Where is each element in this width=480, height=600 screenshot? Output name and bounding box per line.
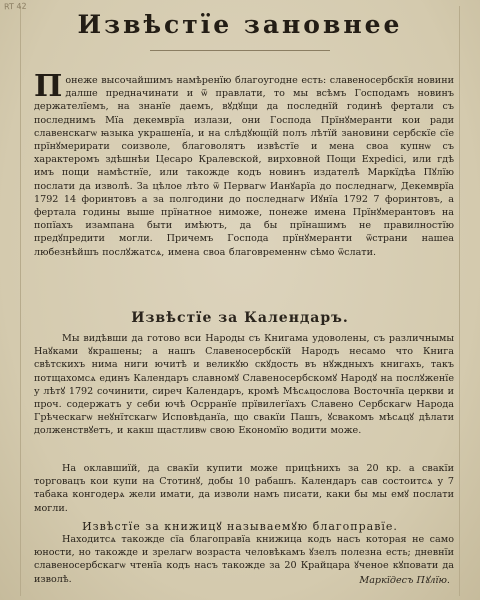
drop-cap: П [34, 69, 63, 104]
title-underline [150, 50, 330, 51]
corner-handwritten-mark: RT 42 [3, 1, 27, 12]
bookstore-heading: Извѣстїе за книжицꙋ называемꙋю благоправїе. [82, 520, 398, 533]
calendar-price-paragraph: На оклавшиїй, да свакїи купити може прицѣнихъ за 20 кр. а свакїи торговацъ кои купи на Стотинꙋ, добы 10 рабашъ. Календаръ сав состоитсѧ у 7 табака конгодерѧ жели имати, да изволи намъ писати, каки бы мы емꙋ послати могли. [34, 463, 454, 514]
calendar-heading: Извѣстїе за Календаръ. [131, 310, 349, 326]
page-title: Извѣстїе зановнее [77, 10, 403, 39]
bookstore-paragraph: Находитсѧ такожде сїа благоправїа книжица кодъ насъ которая не само юности, но такожде и зрелагѡ возраста человѣкамъ ꙋзелъ полезна есть; дневнїи славеносербскагѡ чтенїа кодъ насъ такожде за 20 Крайцара ꙋченое кꙋповати да изволѣ. [34, 534, 454, 585]
intro-paragraph [34, 69, 454, 348]
calendar-paragraph: Мы видѣвши да готово вси Народы съ Книгама удоволены, съ различнымы Наꙋками ꙋкрашены; а нашъ Славеносербскїй Народъ несамо что Книга свѣтскихъ нима ниги ючитѣ и великꙋю скꙋдость въ нꙋждныхъ книгахъ, такъ потщахомсѧ единъ Календаръ славномꙋ Славеносербскомꙋ Народꙋ на послꙋженїе у лѣтꙋ 1792 сочинити, сиреч Календаръ, кромѣ Мѣсѧцослова Восточнїа церкви и проч. содержатъ у себи ючѣ Осрранїе прївилегїахъ Славено Сербскагѡ Народа Грѣческагѡ неꙋнїтскагѡ Исповѣданїа, що свакїи Пашъ, ꙋсвакомъ мѣсѧцꙋ дѣлати долженствꙋетъ, и какш щастливѡ свою Економїю водити може. [34, 333, 454, 437]
publisher-signature: Маркїдесъ Пꙋлїю. [359, 575, 450, 586]
intro-text: онеже высочайшимъ намѣренїю благоугодне есть: славеносербскїя новини далше предначинати и ѿ правлати, то мы всѣмъ Господамъ новинъ держателїемъ, на знанїе даемъ, вꙋдꙋщи да последнїй годинѣ фертали съ последнимъ Мїа декемврїа излази, они Господа Прїнꙋмеранти кои ради славенскагѡ ꙗзыка украшенїа, и на слѣдꙋющїй полъ лѣтїй зановини сербскїе сїе прїнꙋмерирати соизволе, благоволятъ извѣстїе и мена своа купнѡ съ характеромъ здѣшнѣи Цесаро Кралевской, вирховной Пощи Expedici, или гдѣ имъ пощи намѣстнїе, или такожде кодъ новинъ издателѣ Маркїдѣа Пꙋлїю послати да изволѣ. За цѣлое лѣто ѿ Первагѡ Ианꙋарїа до последнагѡ, Декемврїа 1792 14 форинтовъ а за полгодини до последнагѡ Иꙋнїа 1792 7 форинтовъ, а фертала годины выше прїнатное ниможе, понеже имена Прїнꙋмерантовъ на попїахъ изампана быти имѣютъ, да бы прїнашимъ не правилностїю предꙋпредити могли. Причемъ Господа прїнꙋмеранти ѿстрани нашеа любезнѣйшъ послꙋжатсѧ, имена своа благовременнѡ сѣмо ѿслати. [34, 75, 454, 258]
